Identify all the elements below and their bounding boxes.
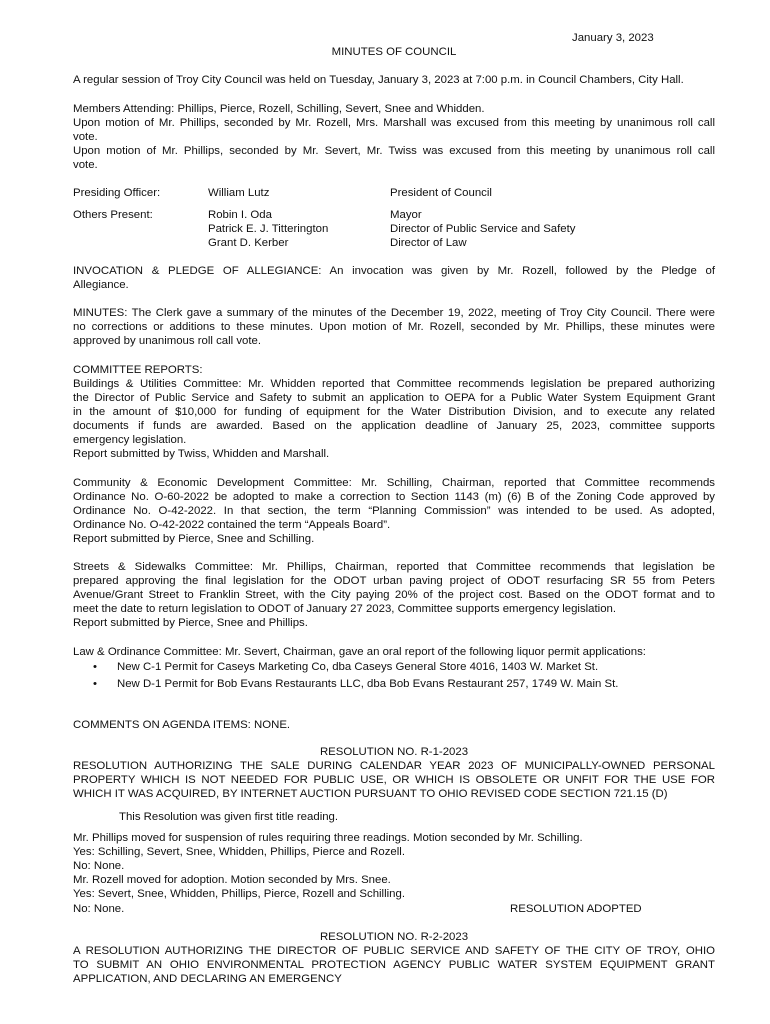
others-name-3: Grant D. Kerber xyxy=(208,237,289,249)
minutes-paragraph: MINUTES: The Clerk gave a summary of the minutes of the December 19, 2022, meeting of Troy City Council. There were no corrections or additions to these minutes. Upon motion of Mr. Rozell, seconded by Mr. Phillips, these minutes were approved by unanimous roll call vote. xyxy=(73,307,715,347)
buildings-utilities-report: Buildings & Utilities Committee: Mr. Whidden reported that Committee recommends legislation be prepared authorizing the Director of Public Service and Safety to submit an application to OEPA for a Public Water System Equipment Grant in the amount of $10,000 for funding of equipment for the Water Distribution Division, and to execute any related documents if funds are awarded. Based on the application deadline of January 25, 2023, committee supports emergency legislation. Report submitted by Twiss, Whidden and Marshall. xyxy=(73,378,715,460)
document-title: MINUTES OF COUNCIL xyxy=(331,46,457,58)
streets-sidewalks-report: Streets & Sidewalks Committee: Mr. Phillips, Chairman, reported that Committee recommends that legislation be prepared approving the final legislation for the ODOT urban paving project of ODOT resurfacing SR 55 from Peters Avenue/Grant Street to Franklin Street, with the City paying 20% of the project cost. Based on the ODOT format and to meet the date to return legislation to ODOT of January 27 2023, Committee supports emergency legislation. Report submitted by Pierce, Snee and Phillips. xyxy=(73,561,715,629)
resolution-1-title: RESOLUTION AUTHORIZING THE SALE DURING CALENDAR YEAR 2023 OF MUNICIPALLY-OWNED PERSONAL PROPERTY WHICH IS NOT NEEDED FOR PUBLIC USE, OR WHICH IS OBSOLETE OR UNFIT FOR THE USE FOR WHICH IT WAS ACQUIRED, BY INTERNET AUCTION PURSUANT TO OHIO REVISED CODE SECTION 721.15 (D) xyxy=(73,760,715,800)
permit-list-item: • New C-1 Permit for Caseys Marketing Co, dba Caseys General Store 4016, 1403 W. Market St. xyxy=(93,661,599,673)
others-title-2: Director of Public Service and Safety xyxy=(390,223,576,235)
presiding-title: President of Council xyxy=(390,187,492,199)
invocation-paragraph: INVOCATION & PLEDGE OF ALLEGIANCE: An invocation was given by Mr. Rozell, followed by the Pledge of Allegiance. xyxy=(73,265,715,291)
excused-motion-2: Upon motion of Mr. Phillips, seconded by Mr. Severt, Mr. Twiss was excused from this meeting by unanimous roll call vote. xyxy=(73,145,715,171)
vote-line: No: None. xyxy=(73,860,125,872)
law-ordinance-report: Law & Ordinance Committee: Mr. Severt, Chairman, gave an oral report of the following liquor permit applications: xyxy=(73,646,646,658)
presiding-name: William Lutz xyxy=(208,187,270,199)
community-development-report: Community & Economic Development Committee: Mr. Schilling, Chairman, reported that Committee recommends Ordinance No. O-60-2022 be adopted to make a correction to Section 1143 (m) (6) B of the Zoning Code approved by Ordinance No. O-42-2022. In that section, the term “Planning Commission” was intended to be used. As adopted, Ordinance No. O-42-2022 contained the term “Appeals Board”. Report submitted by Pierce, Snee and Schilling. xyxy=(73,477,715,545)
others-title-3: Director of Law xyxy=(390,237,467,249)
vote-line: Yes: Schilling, Severt, Snee, Whidden, Phillips, Pierce and Rozell. xyxy=(73,846,405,858)
excused-motion-1: Upon motion of Mr. Phillips, seconded by Mr. Rozell, Mrs. Marshall was excused from this meeting by unanimous roll call vote. xyxy=(73,117,715,143)
resolution-1-reading: This Resolution was given first title reading. xyxy=(119,811,339,823)
comments-agenda-items: COMMENTS ON AGENDA ITEMS: NONE. xyxy=(73,719,291,731)
committee-reports-heading: COMMITTEE REPORTS: xyxy=(73,364,203,376)
resolution-1-number: RESOLUTION NO. R-1-2023 xyxy=(319,746,469,758)
others-title-1: Mayor xyxy=(390,209,422,221)
others-name-2: Patrick E. J. Titterington xyxy=(208,223,329,235)
vote-line: No: None. xyxy=(73,903,125,915)
members-attending: Members Attending: Phillips, Pierce, Rozell, Schilling, Severt, Snee and Whidden. xyxy=(73,103,485,115)
others-label: Others Present: xyxy=(73,209,153,221)
vote-line: Mr. Rozell moved for adoption. Motion seconded by Mrs. Snee. xyxy=(73,874,391,886)
intro-paragraph: A regular session of Troy City Council was held on Tuesday, January 3, 2023 at 7:00 p.m. in Council Chambers, City Hall. xyxy=(73,74,684,86)
others-name-1: Robin I. Oda xyxy=(208,209,272,221)
permit-list-item: • New D-1 Permit for Bob Evans Restaurants LLC, dba Bob Evans Restaurant 257, 1749 W. Main St. xyxy=(93,678,619,690)
document-date: January 3, 2023 xyxy=(572,32,654,44)
vote-line: Yes: Severt, Snee, Whidden, Phillips, Pierce, Rozell and Schilling. xyxy=(73,888,405,900)
resolution-2-number: RESOLUTION NO. R-2-2023 xyxy=(319,931,469,943)
resolution-2-title: A RESOLUTION AUTHORIZING THE DIRECTOR OF PUBLIC SERVICE AND SAFETY OF THE CITY OF TROY, OHIO TO SUBMIT AN OHIO ENVIRONMENTAL PROTECTION AGENCY PUBLIC WATER SYSTEM EQUIPMENT GRANT APPLICATION, AND DECLARING AN EMERGENCY xyxy=(73,945,715,985)
vote-line: Mr. Phillips moved for suspension of rules requiring three readings. Motion seconded by Mr. Schilling. xyxy=(73,832,583,844)
presiding-label: Presiding Officer: xyxy=(73,187,161,199)
resolution-1-result: RESOLUTION ADOPTED xyxy=(510,903,642,915)
